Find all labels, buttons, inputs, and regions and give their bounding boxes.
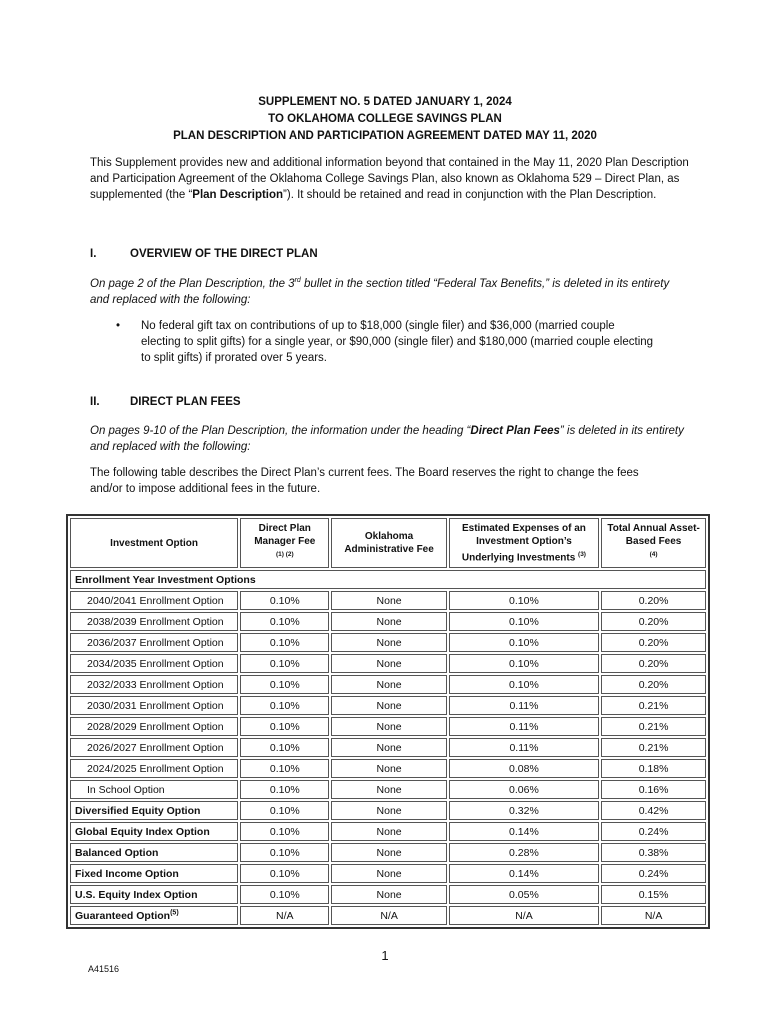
option-name-cell: 2026/2027 Enrollment Option <box>70 738 238 757</box>
fees-table <box>66 514 710 929</box>
fee-value-cell: None <box>331 696 446 715</box>
fee-value-cell: 0.24% <box>601 864 706 883</box>
ordinal-superscript: rd <box>294 277 301 285</box>
fee-value-cell: None <box>331 864 446 883</box>
option-name-cell: Diversified Equity Option <box>70 801 238 820</box>
header-total-fees: Total Annual Asset-Based Fees $^{(4)}$ <box>601 518 706 568</box>
fee-value-cell: 0.10% <box>240 738 329 757</box>
fee-value-cell: None <box>331 780 446 799</box>
title-line-1: SUPPLEMENT NO. 5 DATED JANUARY 1, 2024 <box>258 96 512 108</box>
fee-value-cell: 0.11% <box>449 738 599 757</box>
option-name-cell: Balanced Option <box>70 843 238 862</box>
section-2-bold-term: Direct Plan Fees <box>470 425 560 437</box>
fee-value-cell: 0.10% <box>240 759 329 778</box>
fee-value-cell: 0.24% <box>601 822 706 841</box>
section-2-title: DIRECT PLAN FEES <box>130 396 241 408</box>
table-row <box>70 675 706 694</box>
fee-value-cell: None <box>331 717 446 736</box>
option-name-cell: 2028/2029 Enrollment Option <box>70 717 238 736</box>
option-name-cell: U.S. Equity Index Option <box>70 885 238 904</box>
table-row <box>70 717 706 736</box>
table-header-row <box>70 518 706 568</box>
fee-value-cell: 0.10% <box>240 864 329 883</box>
header-estimated-expenses: Estimated Expenses of an Investment Option’s Underlying Investments $^{(3)}$ <box>449 518 599 568</box>
intro-paragraph <box>90 155 690 203</box>
section-1-instruction <box>90 276 690 308</box>
fee-value-cell: 0.14% <box>449 864 599 883</box>
fee-value-cell: 0.10% <box>240 696 329 715</box>
document-code: A41516 <box>88 964 120 974</box>
table-row <box>70 612 706 631</box>
table-row <box>70 906 706 925</box>
fee-value-cell: 0.10% <box>240 612 329 631</box>
page-number: 1 <box>381 948 389 963</box>
gift-tax-bullet <box>116 318 656 366</box>
section-2-instruction <box>90 423 690 455</box>
header-investment-option: Investment Option <box>70 518 238 568</box>
header-admin-fee: Oklahoma Administrative Fee <box>331 518 446 568</box>
section-1-instruction-b: bullet in the section titled “Federal Tax Benefits,” is deleted in its entirety and replaced with the following: <box>90 278 670 306</box>
fee-value-cell: None <box>331 738 446 757</box>
fee-value-cell: 0.10% <box>240 591 329 610</box>
fee-value-cell: 0.10% <box>240 885 329 904</box>
table-row <box>70 738 706 757</box>
fee-value-cell: 0.08% <box>449 759 599 778</box>
fee-value-cell: 0.20% <box>601 612 706 631</box>
fee-value-cell: 0.10% <box>240 801 329 820</box>
section-2-instruction-a: On pages 9-10 of the Plan Description, the information under the heading “ <box>90 425 471 437</box>
fee-value-cell: 0.11% <box>449 696 599 715</box>
fee-value-cell: 0.21% <box>601 696 706 715</box>
section-2-number: II. <box>90 396 100 408</box>
fee-value-cell: 0.10% <box>240 675 329 694</box>
title-line-2: TO OKLAHOMA COLLEGE SAVINGS PLAN <box>268 113 502 125</box>
table-row <box>70 822 706 841</box>
fee-value-cell: 0.10% <box>240 633 329 652</box>
fee-value-cell: N/A <box>449 906 599 925</box>
fee-value-cell: N/A <box>331 906 446 925</box>
fee-value-cell: 0.21% <box>601 738 706 757</box>
fee-value-cell: None <box>331 885 446 904</box>
fee-value-cell: None <box>331 591 446 610</box>
fee-value-cell: None <box>331 843 446 862</box>
fee-value-cell: 0.20% <box>601 675 706 694</box>
fee-value-cell: 0.20% <box>601 633 706 652</box>
table-row <box>70 696 706 715</box>
fee-value-cell: 0.10% <box>449 675 599 694</box>
option-name-cell: 2036/2037 Enrollment Option <box>70 633 238 652</box>
table-row <box>70 633 706 652</box>
header-manager-fee: Direct Plan Manager Fee $^{(1) (2)}$ <box>240 518 329 568</box>
fee-value-cell: 0.16% <box>601 780 706 799</box>
fee-value-cell: 0.15% <box>601 885 706 904</box>
fee-value-cell: 0.10% <box>240 654 329 673</box>
fee-value-cell: 0.32% <box>449 801 599 820</box>
option-name-cell: 2030/2031 Enrollment Option <box>70 696 238 715</box>
option-name-cell: 2032/2033 Enrollment Option <box>70 675 238 694</box>
fee-value-cell: 0.10% <box>449 654 599 673</box>
option-name-cell: 2034/2035 Enrollment Option <box>70 654 238 673</box>
table-intro-paragraph: The following table describes the Direct Plan’s current fees. The Board reserves the right to change the fees and/or to impose additional fees in the future. <box>90 467 639 495</box>
option-name-cell: Guaranteed Option$^{(5)}$ <box>70 906 238 925</box>
section-2-heading <box>90 394 241 410</box>
table-row <box>70 591 706 610</box>
intro-text-a: This Supplement provides new and additional information beyond that contained in the May 11, 2020 Plan Description and Participation Agreement of the Oklahoma College Savings Plan, also known as Oklahoma 529 – Direct Plan, as supplemented (the “ <box>90 157 689 201</box>
option-name-cell: 2040/2041 Enrollment Option <box>70 591 238 610</box>
table-row <box>70 654 706 673</box>
fee-value-cell: 0.06% <box>449 780 599 799</box>
fee-value-cell: N/A <box>601 906 706 925</box>
fee-value-cell: None <box>331 633 446 652</box>
fee-value-cell: 0.10% <box>449 633 599 652</box>
fee-value-cell: 0.20% <box>601 591 706 610</box>
option-name-cell: 2038/2039 Enrollment Option <box>70 612 238 631</box>
fee-value-cell: None <box>331 675 446 694</box>
section-1-number: I. <box>90 248 97 260</box>
fee-value-cell: 0.28% <box>449 843 599 862</box>
fee-value-cell: 0.10% <box>240 780 329 799</box>
table-row <box>70 864 706 883</box>
section-1-instruction-a: On page 2 of the Plan Description, the 3 <box>90 278 295 290</box>
title-line-3: PLAN DESCRIPTION AND PARTICIPATION AGREEMENT DATED MAY 11, 2020 <box>173 130 597 142</box>
group-row <box>70 570 706 589</box>
fee-value-cell: 0.10% <box>449 591 599 610</box>
fee-value-cell: None <box>331 654 446 673</box>
table-row <box>70 801 706 820</box>
fee-value-cell: N/A <box>240 906 329 925</box>
bullet-icon: • <box>116 320 121 332</box>
fee-value-cell: 0.10% <box>240 717 329 736</box>
fee-value-cell: 0.10% <box>240 843 329 862</box>
document-title <box>0 94 770 145</box>
option-name-cell: In School Option <box>70 780 238 799</box>
table-row <box>70 885 706 904</box>
table-row <box>70 759 706 778</box>
option-name-cell: Fixed Income Option <box>70 864 238 883</box>
group-label: Enrollment Year Investment Options <box>70 570 706 589</box>
option-name-cell: Global Equity Index Option <box>70 822 238 841</box>
section-1-title: OVERVIEW OF THE DIRECT PLAN <box>130 248 318 260</box>
fee-value-cell: 0.10% <box>449 612 599 631</box>
fee-value-cell: 0.21% <box>601 717 706 736</box>
option-name-cell: 2024/2025 Enrollment Option <box>70 759 238 778</box>
fee-value-cell: None <box>331 759 446 778</box>
bullet-text: No federal gift tax on contributions of up to $18,000 (single filer) and $36,000 (married couple electing to split gifts) for a single year, or $90,000 (single filer) and $180,000 (married couple electing to split gifts) if prorated over 5 years. <box>141 320 654 364</box>
fee-value-cell: 0.42% <box>601 801 706 820</box>
table-row <box>70 780 706 799</box>
fee-value-cell: 0.11% <box>449 717 599 736</box>
intro-text-b: ”). It should be retained and read in conjunction with the Plan Description. <box>283 189 657 201</box>
fee-value-cell: 0.18% <box>601 759 706 778</box>
fee-value-cell: 0.05% <box>449 885 599 904</box>
table-row <box>70 843 706 862</box>
fee-value-cell: None <box>331 612 446 631</box>
fee-value-cell: 0.10% <box>240 822 329 841</box>
section-1-heading <box>90 246 318 262</box>
fee-value-cell: None <box>331 822 446 841</box>
fee-value-cell: 0.14% <box>449 822 599 841</box>
fee-value-cell: 0.20% <box>601 654 706 673</box>
intro-bold-term: Plan Description <box>192 189 284 201</box>
section-2-instruction-b: ” is deleted in its entirety and replaced with the following: <box>90 425 684 453</box>
fee-value-cell: None <box>331 801 446 820</box>
fee-value-cell: 0.38% <box>601 843 706 862</box>
